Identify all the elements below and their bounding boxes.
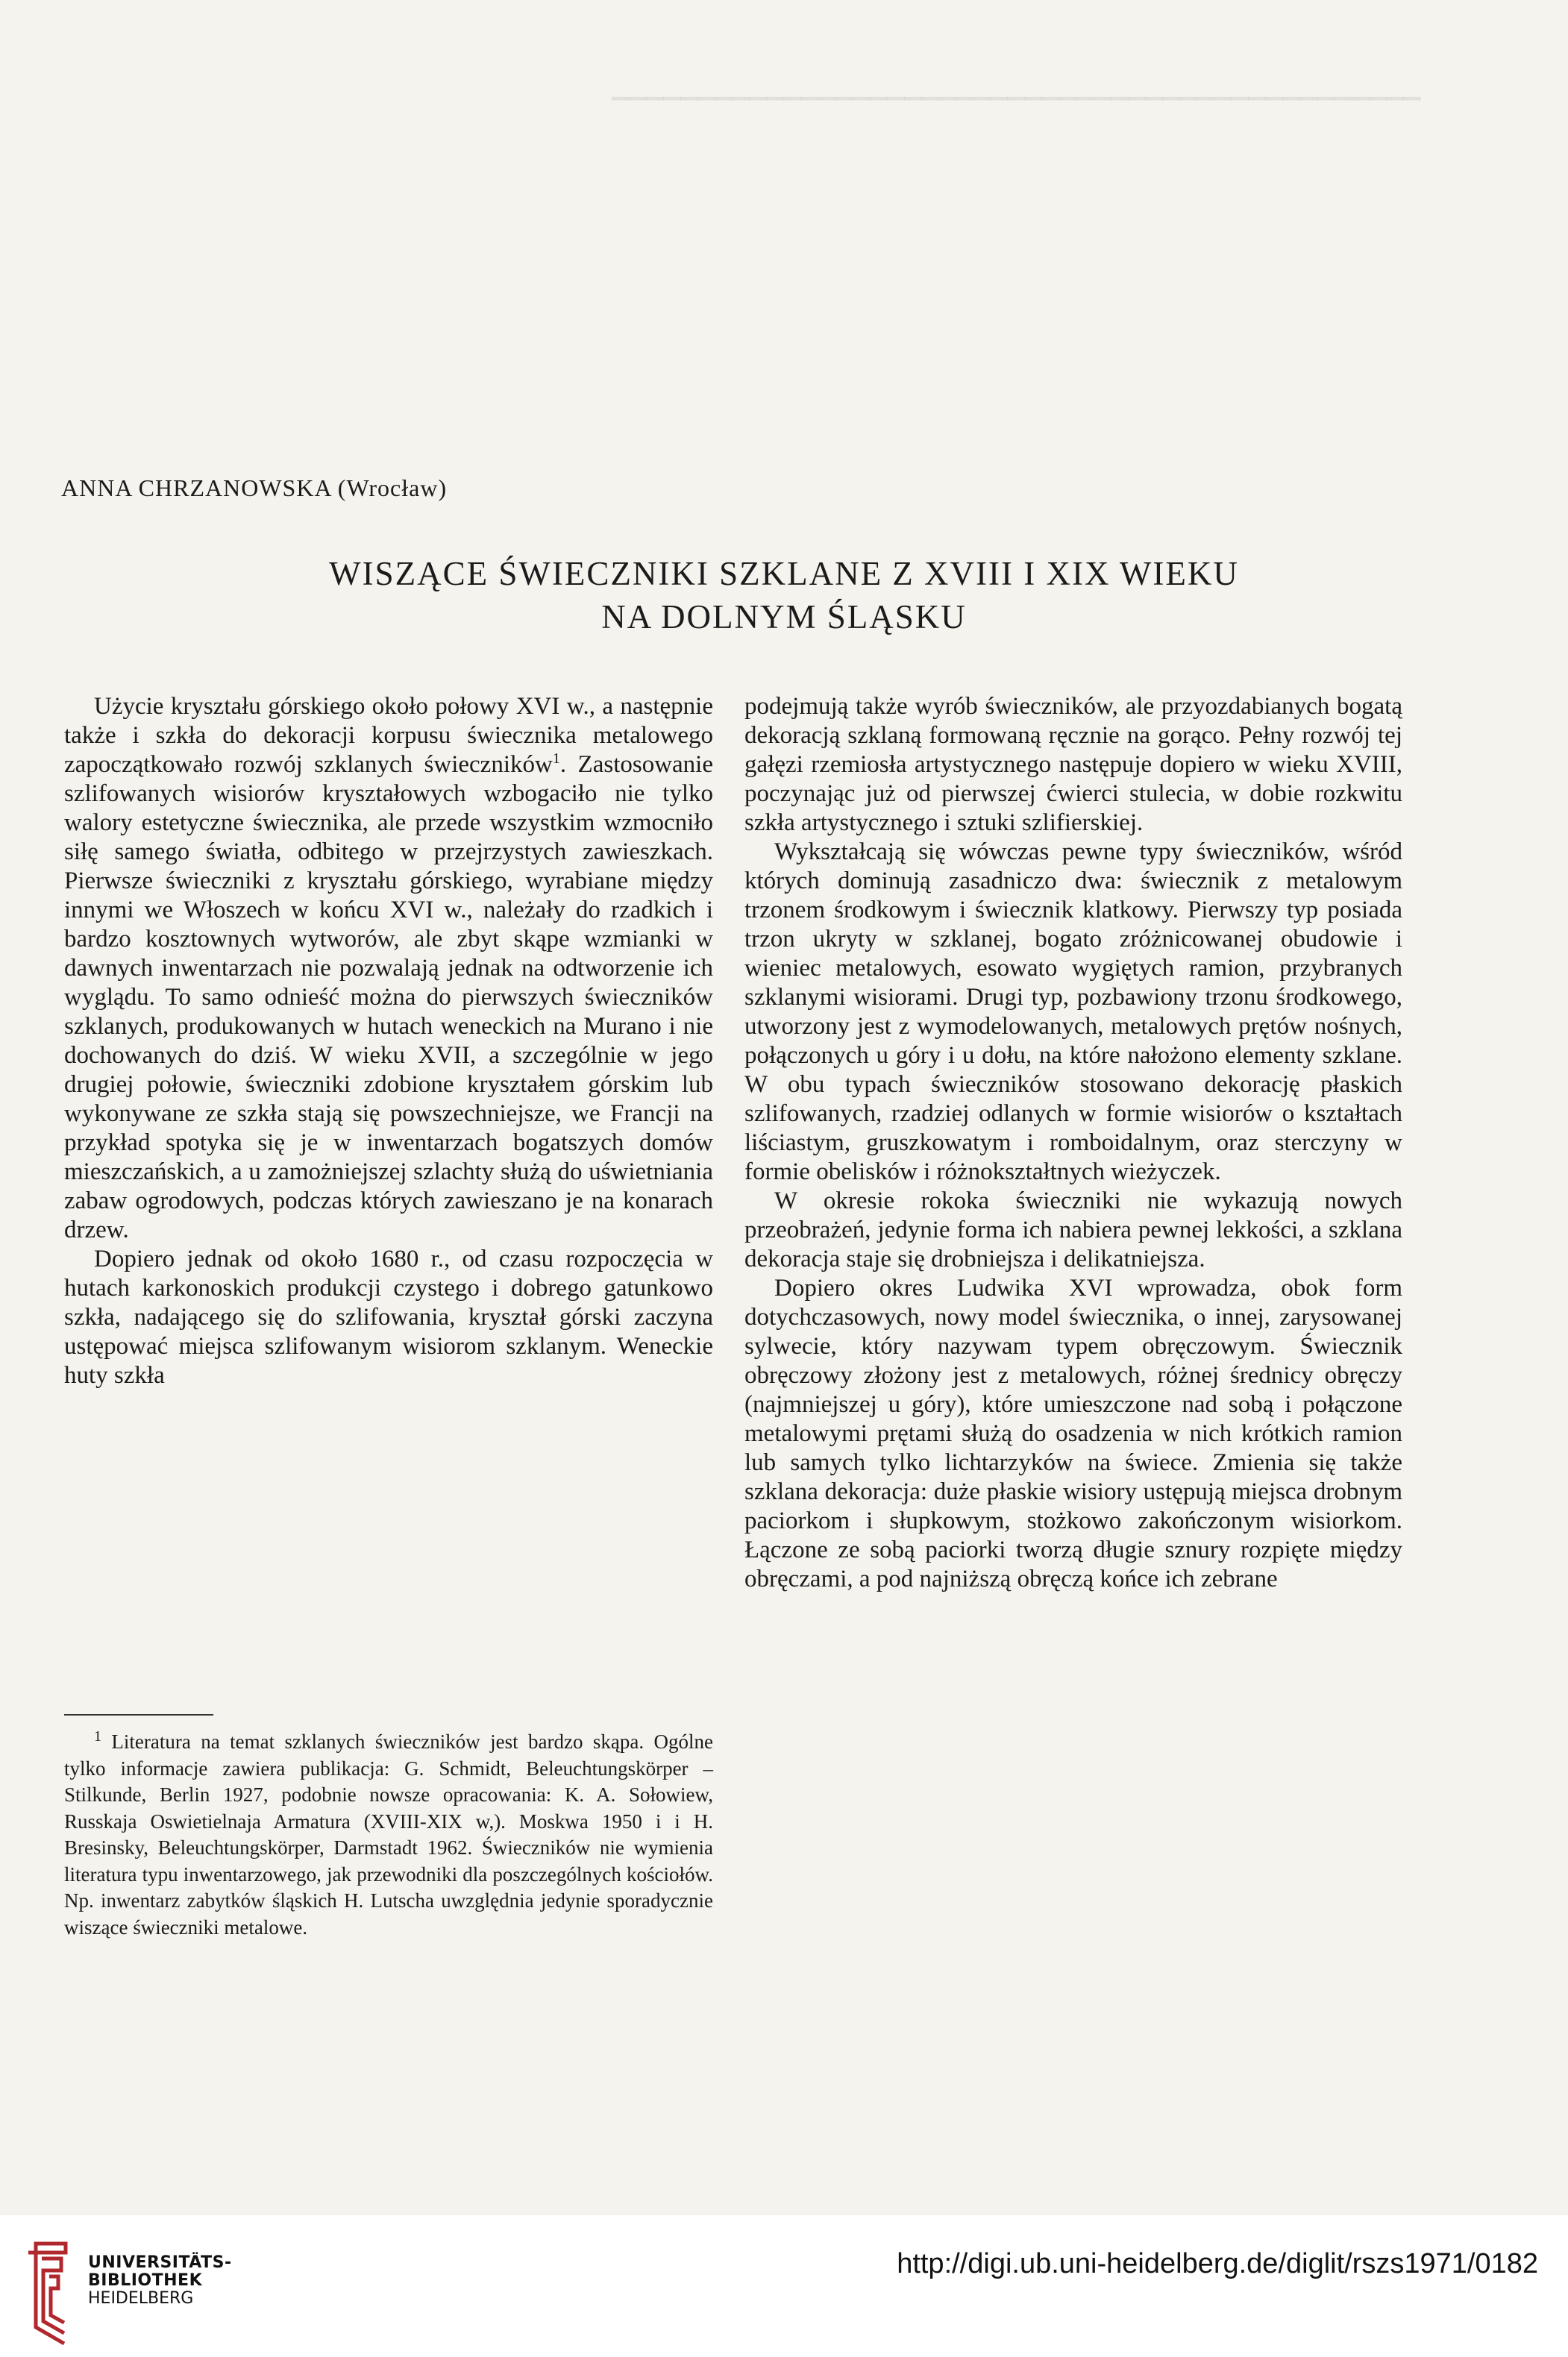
right-paragraph-4: Dopiero okres Ludwika XVI wprowadza, obok form dotychczasowych, nowy model świecznika, o innej, zarysowanej sylwecie, który nazywam typem obręczowym. Świecznik obręczowy złożony jest z metalowych, różnej średnicy obręczy (najmniejszej u góry), które umieszczone nad sobą i połączone metalowymi prętami służą do osadzenia w nich krótkich ramion lub samych tylko lichtarzyków na świece. Zmienia się także szklana dekoracja: duże płaskie wisiory ustępują miejsca drobnym paciorkom i słupkowym, stożkowo zakończonym wisiorkom. Łączone ze sobą paciorki tworzą długie sznury rozpięte między obręczami, a pod najniższą obręczą końce ich zebrane xyxy=(744,1275,1402,1592)
permalink-url[interactable]: http://digi.ub.uni-heidelberg.de/diglit/rszs1971/0182 xyxy=(897,2248,1538,2279)
footnote-marker: 1 xyxy=(94,1728,101,1745)
right-paragraph-1: podejmują także wyrób świeczników, ale przyozdabianych bogatą dekoracją szklaną formowaną ręcznie na gorąco. Pełny rozwój tej gałęzi rzemiosła artystycznego następuje dopiero w wieku XVIII, poczynając już od pierwszej ćwierci stulecia, w dobie rozkwitu szkła artystycznego i sztuki szlifierskiej. xyxy=(744,693,1402,836)
library-logo-icon xyxy=(21,2238,76,2350)
right-column xyxy=(744,692,1402,1594)
footnote-text: Literatura na temat szklanych świeczników jest bardzo skąpa. Ogólne tylko informacje zawiera publikacja: G. Schmidt, Beleuchtungskörper – Stilkunde, Berlin 1927, podobnie nowsze opracowania: K. A. Sołowiew, Russkaja Oswietielnaja Armatura (XVIII-XIX w,). Moskwa 1950 i i H. Bresinsky, Beleuchtungskörper, Darmstadt 1962. Świeczników nie wymienia literatura typu inwentarzowego, jak przewodniki dla poszczególnych kościołów. Np. inwentarz zabytków śląskich H. Lutscha uwzględnia jedynie sporadycznie wiszące świeczniki metalowe. xyxy=(64,1730,714,1939)
left-paragraph-2: Dopiero jednak od około 1680 r., od czasu rozpoczęcia w hutach karkonoskich produkcji czystego i dobrego gatunkowo szkła, nadającego się do szlifowania, kryształ górski zaczyna ustępować miejsca szlifowanym wisiorom szklanym. Weneckie huty szkła xyxy=(64,1246,713,1389)
title-line-1: WISZĄCE ŚWIECZNIKI SZKLANE Z XVIII I XIX WIEKU xyxy=(329,555,1239,592)
footnote-separator xyxy=(64,1714,213,1716)
viewer-footer xyxy=(0,2215,1568,2357)
left-paragraph-1: Użycie kryształu górskiego około połowy XVI w., a następnie także i szkła do dekoracji korpusu świecznika metalowego zapoczątkowało rozwój szklanych świeczników$^1$. Zastosowanie szlifowanych wisiorów kryształowych wzbogaciło nie tylko walory estetyczne świecznika, ale przede wszystkim wzmocniło siłę samego światła, odbitego w przejrzystych zawieszkach. Pierwsze świeczniki z kryształu górskiego, wyrabiane między innymi we Włoszech w końcu XVI w., należały do rzadkich i bardzo kosztownych wytworów, ale zbyt skąpe wzmianki w dawnych inwentarzach nie pozwalają jednak na odtworzenie ich wyglądu. To samo odnieść można do pierwszych świeczników szklanych, produkowanych w hutach weneckich na Murano i nie dochowanych do dziś. W wieku XVII, a szczególnie w jego drugiej połowie, świeczniki zdobione kryształem górskim lub wykonywane ze szkła stają się powszechniejsze, we Francji na przykład spotyka się je w inwentarzach bogatszych domów mieszczańskich, a u zamożniejszej szlachty służą do uświetniania zabaw ogrodowych, podczas których zawieszano je na konarach drzew. xyxy=(64,693,713,1243)
library-name: UNIVERSITÄTS- BIBLIOTHEK HEIDELBERG xyxy=(88,2253,232,2308)
title-line-2: NA DOLNYM ŚLĄSKU xyxy=(601,598,967,635)
author-line: ANNA CHRZANOWSKA (Wrocław) xyxy=(61,474,448,501)
right-paragraph-2: Wykształcają się wówczas pewne typy świeczników, wśród których dominują zasadniczo dwa: świecznik z metalowym trzonem środkowym i świecznik klatkowy. Pierwszy typ posiada trzon ukryty w szklanej, bogato zróżnicowanej obudowie i wieniec metalowych, esowato wygiętych ramion, przybranych szklanymi wisiorami. Drugi typ, pozbawiony trzonu środkowego, utworzony jest z wymodelowanych, metalowych prętów nośnych, połączonych u góry i u dołu, na które nałożono elementy szklane. W obu typach świeczników stosowano dekorację płaskich szlifowanych, rzadziej odlanych w formie wisiorów o kształtach liściastym, gruszkowatym i romboidalnym, oraz sterczyny w formie obelisków i różnokształtnych wieżyczek. xyxy=(744,838,1402,1185)
footnote xyxy=(64,1729,713,1941)
left-column xyxy=(64,692,713,1390)
article-title xyxy=(0,552,1568,638)
footnote-reference[interactable]: 1 xyxy=(552,750,560,767)
right-paragraph-3: W okresie rokoka świeczniki nie wykazują nowych przeobrażeń, jedynie forma ich nabiera pewnej lekkości, a szklana dekoracja staje się drobniejsza i delikatniejsza. xyxy=(744,1187,1402,1272)
